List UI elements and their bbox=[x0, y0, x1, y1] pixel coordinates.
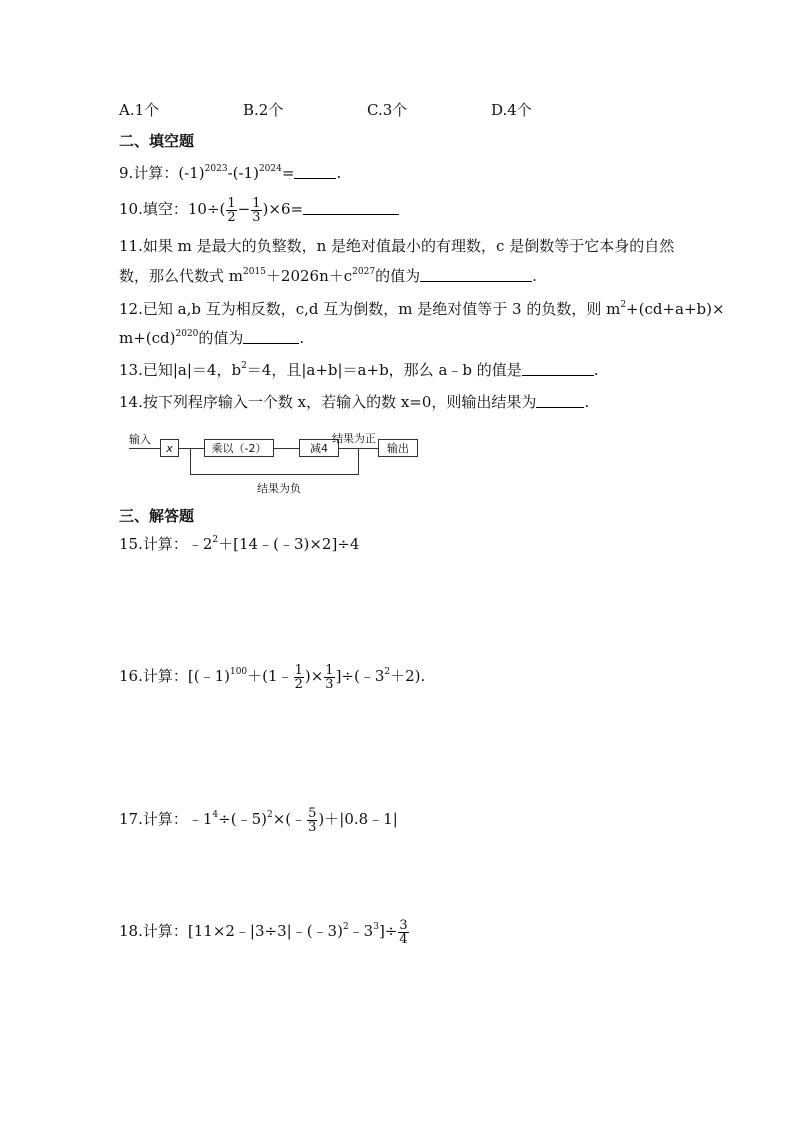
q11-end: . bbox=[532, 267, 537, 285]
denominator: 2 bbox=[227, 209, 236, 225]
q12-text-c: m+(cd) bbox=[119, 329, 176, 347]
q15-exp: 2 bbox=[212, 535, 219, 545]
q11-text-b: ＋2026n＋c bbox=[265, 267, 353, 285]
q11-text-c: 的值为 bbox=[375, 267, 421, 285]
q13-exp: 2 bbox=[241, 361, 247, 371]
q15-number: 15. bbox=[119, 535, 143, 553]
q16-text-b: ＋(1﹣ bbox=[247, 667, 293, 685]
q17-text-a: ﹣1 bbox=[187, 810, 213, 828]
negative-label: 结果为负 bbox=[257, 482, 301, 495]
q18-text-c: ]÷ bbox=[378, 922, 398, 940]
option-a: A.1个 bbox=[119, 101, 160, 119]
q16-text-a: [(﹣1) bbox=[187, 667, 230, 685]
q12-end: . bbox=[299, 329, 305, 347]
q16-exp1: 100 bbox=[229, 667, 248, 677]
q17-label: 计算： bbox=[142, 810, 188, 828]
q12-exp1: 2 bbox=[620, 300, 627, 310]
denominator: 3 bbox=[308, 819, 317, 835]
question-11-line2 bbox=[119, 266, 537, 286]
answer-blank[interactable] bbox=[536, 393, 584, 408]
numerator: 3 bbox=[399, 917, 408, 933]
q12-text-d: 的值为 bbox=[198, 329, 244, 347]
q16-label: 计算： bbox=[142, 667, 188, 685]
q15-text-a: ﹣2 bbox=[187, 535, 213, 553]
q17-text-b: ÷(﹣5) bbox=[218, 810, 267, 828]
question-9 bbox=[119, 163, 341, 183]
option-b: B.2个 bbox=[243, 101, 284, 119]
section-title-fill-in: 二、填空题 bbox=[119, 132, 195, 150]
q10-number: 10. bbox=[119, 200, 143, 218]
q13-end: . bbox=[593, 361, 599, 379]
fraction bbox=[324, 664, 334, 691]
positive-label: 结果为正 bbox=[332, 432, 376, 445]
q16-text-f: ＋2). bbox=[390, 667, 426, 685]
q12-text-a: 12.已知 a,b 互为相反数，c,d 互为倒数，m 是绝对值等于 3 的负数，则 m bbox=[119, 300, 621, 318]
numerator: 1 bbox=[294, 662, 303, 678]
q9-equals: = bbox=[281, 164, 295, 182]
fraction bbox=[226, 197, 236, 224]
program-flowchart bbox=[119, 425, 429, 495]
q17-exp2: 2 bbox=[266, 810, 273, 820]
q18-text-a: [11×2﹣|3÷3|﹣(﹣3) bbox=[187, 922, 343, 940]
q9-number: 9. bbox=[119, 164, 134, 182]
fraction bbox=[294, 664, 304, 691]
q18-exp1: 2 bbox=[342, 922, 349, 932]
fraction bbox=[398, 919, 408, 946]
subtract-box: 减4 bbox=[299, 439, 339, 457]
question-12-line1 bbox=[119, 299, 725, 319]
q17-text-d: )＋|0.8﹣1| bbox=[318, 810, 398, 828]
loop-line bbox=[358, 448, 359, 474]
q17-exp1: 4 bbox=[212, 810, 219, 820]
question-14 bbox=[119, 392, 589, 412]
denominator: 4 bbox=[399, 931, 408, 947]
answer-blank[interactable] bbox=[243, 329, 299, 344]
numerator: 5 bbox=[308, 805, 317, 821]
q9-label: 计算： bbox=[133, 164, 179, 182]
fraction bbox=[251, 197, 261, 224]
q14-end: . bbox=[584, 393, 590, 411]
q16-number: 16. bbox=[119, 667, 143, 685]
q10-label: 填空： bbox=[142, 200, 188, 218]
denominator: 3 bbox=[252, 209, 261, 225]
question-16 bbox=[119, 657, 425, 695]
answer-blank[interactable] bbox=[522, 361, 594, 376]
option-d: D.4个 bbox=[491, 101, 532, 119]
q18-text-b: ﹣3 bbox=[348, 922, 374, 940]
answer-blank[interactable] bbox=[303, 200, 399, 215]
q11-text-a: 数，那么代数式 m bbox=[119, 267, 243, 285]
q17-text-c: ×(﹣ bbox=[272, 810, 307, 828]
answer-blank[interactable] bbox=[294, 164, 336, 179]
denominator: 2 bbox=[294, 676, 303, 692]
q13-text-a: 13.已知|a|＝4，b bbox=[119, 361, 242, 379]
loop-line bbox=[190, 448, 191, 474]
arrow-line bbox=[274, 448, 299, 449]
numerator: 1 bbox=[227, 195, 236, 211]
q9-end: . bbox=[336, 164, 342, 182]
option-c: C.3个 bbox=[367, 101, 408, 119]
question-15 bbox=[119, 534, 359, 554]
question-17 bbox=[119, 800, 398, 838]
question-18 bbox=[119, 912, 410, 950]
q10-minus: − bbox=[237, 200, 251, 218]
x-box: x bbox=[160, 439, 179, 457]
input-label: 输入 bbox=[129, 433, 151, 446]
numerator: 1 bbox=[252, 195, 261, 211]
question-11-line1: 11.如果 m 是最大的负整数，n 是绝对值最小的有理数，c 是倒数等于它本身的自然 bbox=[119, 237, 675, 255]
question-10 bbox=[119, 192, 399, 226]
section-title-solutions: 三、解答题 bbox=[119, 507, 195, 525]
q9-base: (-1) bbox=[178, 164, 205, 182]
q18-number: 18. bbox=[119, 922, 143, 940]
numerator: 1 bbox=[325, 662, 334, 678]
q9-exp1: 2023 bbox=[204, 164, 228, 174]
q11-exp2: 2027 bbox=[352, 267, 376, 277]
fraction bbox=[307, 807, 317, 834]
q10-post: )×6= bbox=[262, 200, 304, 218]
multiply-box: 乘以（-2） bbox=[204, 439, 274, 457]
q18-label: 计算： bbox=[142, 922, 188, 940]
q11-exp1: 2015 bbox=[243, 267, 266, 277]
q15-text-b: ＋[14﹣(﹣3)×2]÷4 bbox=[218, 535, 360, 553]
arrow-line bbox=[179, 448, 204, 449]
q16-exp2: 2 bbox=[384, 667, 391, 677]
q13-text-b: ＝4，且|a+b|＝a+b，那么 a﹣b 的值是 bbox=[246, 361, 522, 379]
question-12-line2 bbox=[119, 328, 304, 348]
q16-text-c: )× bbox=[304, 667, 324, 685]
answer-blank[interactable] bbox=[420, 267, 532, 282]
q14-text: 14.按下列程序输入一个数 x，若输入的数 x=0，则输出结果为 bbox=[119, 393, 537, 411]
q18-exp2: 3 bbox=[373, 922, 379, 932]
q12-exp2: 2020 bbox=[175, 329, 199, 339]
question-13 bbox=[119, 360, 599, 380]
q15-label: 计算： bbox=[142, 535, 188, 553]
q17-number: 17. bbox=[119, 810, 143, 828]
q9-minus: -(-1) bbox=[227, 164, 259, 182]
output-box: 输出 bbox=[378, 439, 418, 457]
q12-text-b: +(cd+a+b)× bbox=[626, 300, 725, 318]
arrow-line bbox=[129, 448, 160, 449]
denominator: 3 bbox=[325, 676, 334, 692]
loop-line bbox=[190, 474, 359, 475]
q9-exp2: 2024 bbox=[258, 164, 282, 174]
q10-pre: 10÷( bbox=[187, 200, 226, 218]
q16-text-d: ]÷(﹣3 bbox=[335, 667, 385, 685]
